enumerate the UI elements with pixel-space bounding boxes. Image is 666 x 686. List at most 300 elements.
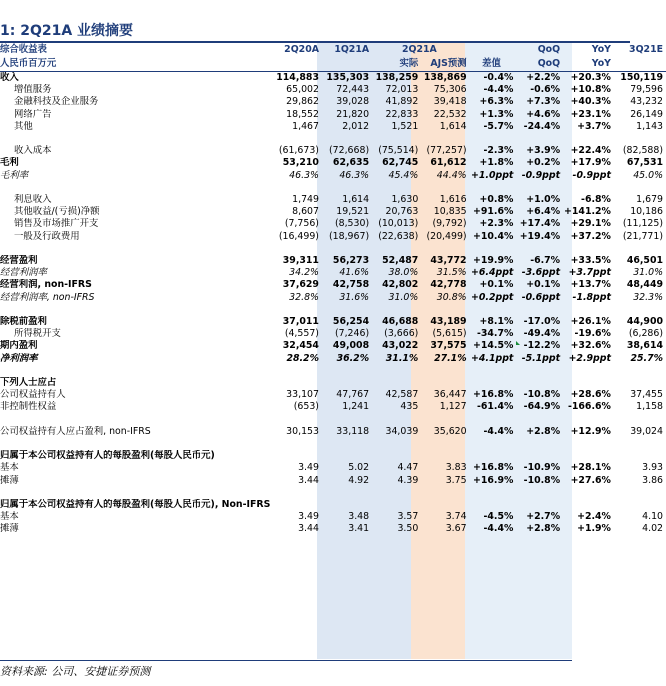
cell-col-2: 56,273 [332,255,370,266]
cell-col-2: (8,530) [334,218,370,230]
header-row-1 [0,43,666,57]
cell-col-6: -49.4% [523,328,561,340]
cell-col-8 [614,487,666,499]
table-row [0,426,666,438]
cell-col-6 [516,182,563,194]
cell-col-7: +37.2% [570,230,611,242]
cell-col-6: -12.2% [523,340,561,352]
spacer-row [0,438,666,450]
cell-col-6: -64.9% [523,401,561,413]
table-row [0,170,666,182]
table-title: 1: 2Q21A 业绩摘要 [0,23,134,39]
cell-col-7 [563,450,614,462]
cell-col-6 [516,414,563,426]
table-row [0,145,666,157]
row-label: 下列人士应占 [0,377,57,388]
cell-col-4: 61,612 [430,157,467,169]
cell-col-8: 37,455 [630,389,663,401]
cell-col-1: 114,883 [276,72,319,83]
header-3q21e: 3Q21E [629,44,663,55]
cell-col-1 [273,377,322,389]
cell-col-6: +19.4% [519,230,561,242]
table-row [0,279,666,291]
cell-col-2: 56,254 [332,316,370,327]
cell-col-7: +27.6% [570,474,611,486]
cell-col-1: 53,210 [282,157,319,169]
cell-col-8: 32.3% [633,291,663,303]
cell-col-3: (75,514) [378,145,419,157]
header-actual: 实际 [372,57,421,72]
cell-col-2: 46.3% [339,169,370,181]
row-label [0,243,273,255]
cell-col-3: 22,833 [385,108,419,120]
cell-col-3: (22,638) [378,230,419,242]
row-label: 收入 [0,72,19,83]
cell-col-3: 31.1% [385,352,419,364]
cell-col-8: (11,125) [622,218,663,230]
cell-col-7: +2.9ppt [568,352,611,364]
cell-col-3: (3,666) [384,328,419,340]
cell-col-4: 1,127 [439,401,467,413]
cell-col-6: +7.3% [526,96,561,108]
row-label: 金融科技及企业服务 [14,96,99,108]
header-qoq-2: QoQ [516,57,563,72]
cell-col-7 [563,414,614,426]
earnings-summary-table [0,43,666,536]
cell-col-2 [322,414,372,426]
cell-col-2: 135,303 [326,72,370,83]
header-yoy-2: YoY [563,57,614,72]
cell-col-3 [372,487,421,499]
cell-col-3: 4.47 [397,462,419,474]
row-label: 其他收益/(亏损)净额 [14,206,100,218]
cell-col-5 [470,133,517,145]
cell-col-6: -17.0% [523,316,561,327]
cell-col-3: 42,802 [382,279,419,291]
cell-col-7: +2.4% [577,511,611,523]
cell-col-3: (10,013) [378,218,419,230]
cell-col-3 [372,304,421,316]
cell-col-7: +12.9% [570,425,611,437]
row-label: 基本 [0,511,19,523]
cell-col-1: 3.49 [298,511,319,523]
table-row [0,255,666,267]
cell-col-8: 3.93 [642,462,663,474]
row-label: 收入成本 [14,145,52,157]
cell-col-2 [322,438,372,450]
cell-col-7: +28.6% [570,389,611,401]
cell-col-7: -6.8% [581,194,611,205]
header-qoq: QoQ [537,44,561,55]
row-label [0,182,273,194]
cell-col-5: +1.3% [479,108,514,120]
cell-col-3: 20,763 [385,206,419,218]
header-yoy: YoY [591,44,611,55]
green-corner-marker [516,341,520,345]
cell-col-3: 45.4% [388,169,419,181]
cell-col-5: +1.8% [479,157,514,169]
cell-col-8: 79,596 [630,84,663,96]
spacer-row [0,365,666,377]
cell-col-4 [421,243,469,255]
cell-col-8: 44,900 [626,316,663,327]
cell-col-1: (16,499) [278,230,319,242]
cell-col-7: -19.6% [574,328,611,340]
row-label: 其他 [14,120,33,132]
cell-col-5: +16.9% [473,474,514,486]
cell-col-1: (4,557) [284,328,319,340]
cell-col-1: 8,607 [292,206,319,218]
row-label: 经营利润率, non-IFRS [0,291,95,303]
cell-col-7: +29.1% [570,218,611,230]
cell-col-2: 3.41 [348,523,370,535]
cell-col-1: 18,552 [286,108,319,120]
cell-col-8 [614,450,666,462]
cell-col-2: 42,758 [332,279,370,291]
spacer-row [0,182,666,194]
row-label: 利息收入 [14,194,52,205]
cell-col-1: 1,749 [292,194,319,205]
cell-col-1: 32.8% [289,291,319,303]
row-label [0,414,273,426]
header-2q20a: 2Q20A [284,44,319,55]
cell-col-4: (9,792) [432,218,467,230]
row-label: 公司权益持有人 [0,389,66,401]
cell-col-8: 150,119 [620,72,663,83]
cell-col-6: -5.1ppt [521,352,561,364]
cell-col-1: 46.3% [289,169,319,181]
cell-col-4 [421,365,469,377]
cell-col-3 [372,438,421,450]
cell-col-1: (653) [293,401,319,413]
cell-col-5: +6.3% [479,96,514,108]
row-label: 一般及行政费用 [14,230,80,242]
row-label: 期内盈利 [0,340,38,352]
cell-col-1: 3.44 [298,523,319,535]
cell-col-6 [516,450,563,462]
cell-col-2: 1,614 [342,194,370,205]
cell-col-5 [470,377,517,389]
cell-col-7 [563,182,614,194]
cell-col-8: 39,024 [630,425,663,437]
cell-col-4: 75,306 [433,84,467,96]
cell-col-5: +8.1% [479,316,514,327]
cell-col-8: 48,449 [626,279,663,291]
cell-col-1 [273,487,322,499]
cell-col-5: -5.7% [483,120,514,132]
cell-col-1: 3.49 [298,462,319,474]
cell-col-8 [614,133,666,145]
cell-col-4: 36,447 [433,389,467,401]
row-label: 经营盈利 [0,255,38,266]
cell-col-7: +3.7% [577,120,611,132]
cell-col-8: 46,501 [626,255,663,266]
cell-col-6: +0.1% [526,279,561,291]
table-row [0,377,666,389]
cell-col-6 [516,438,563,450]
table-row [0,401,666,413]
cell-col-2: 4.92 [348,474,370,486]
cell-col-5: -4.5% [483,511,514,523]
cell-col-8: 43,232 [630,96,663,108]
table-row [0,511,666,523]
cell-col-4: (77,257) [426,145,467,157]
cell-col-7: +17.9% [570,157,611,169]
header-diff: 差值 [470,57,517,72]
cell-col-8: 45.0% [633,169,663,181]
cell-col-5 [470,243,517,255]
table-row [0,292,666,304]
cell-col-8 [614,243,666,255]
cell-col-5: -34.7% [476,328,514,340]
cell-col-3: 3.57 [397,511,419,523]
cell-col-6: +2.2% [526,72,561,83]
cell-col-7: +40.3% [570,96,611,108]
table-row [0,96,666,108]
cell-col-1 [273,499,322,511]
row-label [0,438,273,450]
header-1q21a: 1Q21A [334,44,370,55]
cell-col-5: +6.4ppt [471,267,514,279]
cell-col-1: 29,862 [286,96,319,108]
cell-col-7 [563,499,614,511]
cell-col-4 [421,487,469,499]
cell-col-2 [322,377,372,389]
cell-col-4: 35,620 [433,425,467,437]
table-row [0,450,666,462]
cell-col-7 [563,365,614,377]
cell-col-4: 27.1% [434,352,467,364]
cell-col-7: -1.8ppt [572,291,611,303]
cell-col-8: 4.02 [642,523,663,535]
row-label: 所得税开支 [14,328,61,340]
cell-col-6: -24.4% [523,120,561,132]
header-row-2 [0,57,666,72]
cell-col-1: (7,756) [284,218,319,230]
cell-col-1: 3.44 [298,474,319,486]
cell-col-8: 26,149 [630,108,663,120]
cell-col-6 [516,365,563,377]
cell-col-5: -4.4% [483,84,514,96]
cell-col-2 [322,182,372,194]
cell-col-2 [322,499,372,511]
cell-col-7: +28.1% [570,462,611,474]
cell-col-5: -4.4% [483,523,514,535]
cell-col-1 [273,450,322,462]
cell-col-2: (7,246) [334,328,370,340]
cell-col-8 [614,182,666,194]
cell-col-1 [273,438,322,450]
cell-col-6: -0.6ppt [521,291,561,303]
cell-col-2: 36.2% [336,352,370,364]
cell-col-4: 1,616 [439,194,467,205]
row-label [0,133,273,145]
cell-col-8: 1,143 [636,120,663,132]
cell-col-2 [322,133,372,145]
cell-col-8 [614,304,666,316]
cell-col-4 [421,499,469,511]
cell-col-3: 138,259 [375,72,419,83]
cell-col-1: (61,673) [278,145,319,157]
cell-col-2: 33,118 [336,425,370,437]
cell-col-4: 3.75 [445,474,467,486]
cell-col-2 [322,450,372,462]
cell-col-5 [470,499,517,511]
cell-col-6: +1.0% [526,194,561,205]
cell-col-6: -0.9ppt [521,169,561,181]
cell-col-5: +10.4% [473,230,514,242]
table-row [0,72,666,85]
row-label [0,487,273,499]
cell-col-2: 41.6% [339,267,370,279]
cell-col-4: 3.67 [445,523,467,535]
cell-col-8: 1,679 [636,194,663,205]
cell-col-6: +0.2% [526,157,561,169]
cell-col-5: +0.1% [479,279,514,291]
cell-col-5: +16.8% [473,462,514,474]
cell-col-5 [470,438,517,450]
cell-col-1: 37,011 [282,316,319,327]
cell-col-5: +1.0ppt [471,169,514,181]
cell-col-2: 2,012 [342,120,370,132]
spacer-row [0,487,666,499]
table-body [0,72,666,536]
cell-col-1: 32,454 [282,340,319,352]
cell-col-5: +14.5% [473,340,514,352]
cell-col-8: 67,531 [626,157,663,169]
cell-col-7: +32.6% [570,340,611,352]
cell-col-3: 46,688 [382,316,419,327]
table-row [0,353,666,365]
cell-col-5 [470,304,517,316]
header-label-2: 人民币百万元 [0,57,273,72]
cell-col-6: -10.8% [523,389,561,401]
cell-col-6: +2.8% [526,523,561,535]
cell-col-3: 34,039 [385,425,419,437]
cell-col-4: 43,772 [430,255,467,266]
row-label: 毛利 [0,157,19,169]
table-row [0,475,666,487]
table-row [0,109,666,121]
cell-col-3: 1,630 [391,194,419,205]
cell-col-3 [372,243,421,255]
cell-col-4: (5,615) [432,328,467,340]
table-row [0,121,666,133]
cell-col-2: 39,028 [336,96,370,108]
cell-col-8: (21,771) [622,230,663,242]
header-label-1: 综合收益表 [0,44,47,55]
cell-col-8: 4.10 [642,511,663,523]
table-row [0,328,666,340]
cell-col-4 [421,304,469,316]
cell-col-5: -0.4% [483,72,514,83]
cell-col-2: (72,668) [328,145,370,157]
cell-col-8: 25.7% [630,352,663,364]
cell-col-8: 31.0% [633,267,663,279]
cell-col-6: +6.4% [526,206,561,218]
cell-col-6: -10.8% [523,474,561,486]
cell-col-1 [273,304,322,316]
row-label: 增值服务 [14,84,52,96]
cell-col-1 [273,133,322,145]
cell-col-6: +2.8% [526,425,561,437]
row-label: 经营利润, non-IFRS [0,279,92,291]
cell-col-2: 1,241 [342,401,370,413]
cell-col-2 [322,243,372,255]
cell-col-6 [516,304,563,316]
cell-col-3: 72,013 [385,84,419,96]
cell-col-7: -166.6% [568,401,611,413]
cell-col-1: 39,311 [282,255,319,266]
cell-col-2: 47,767 [336,389,370,401]
row-label: 网络广告 [14,108,52,120]
row-label: 基本 [0,462,19,474]
cell-col-1 [273,414,322,426]
table-row [0,462,666,474]
cell-col-7 [563,133,614,145]
cell-col-4 [421,133,469,145]
row-label: 毛利率 [0,169,29,181]
cell-col-4: 22,532 [433,108,467,120]
cell-col-2: 19,521 [336,206,370,218]
cell-col-3: 38.0% [388,267,419,279]
cell-col-6: -10.9% [523,462,561,474]
cell-col-6: -6.7% [530,255,561,266]
cell-col-4: 3.74 [445,511,467,523]
row-label: 净利润率 [0,352,38,364]
spacer-row [0,243,666,255]
header-2q21a: 2Q21A [401,44,437,55]
cell-col-7 [563,377,614,389]
cell-col-5: -4.4% [483,425,514,437]
row-label: 摊薄 [0,474,19,486]
cell-col-3 [372,182,421,194]
cell-col-5 [470,487,517,499]
cell-col-7: +13.7% [570,279,611,291]
cell-col-5 [470,182,517,194]
cell-col-7: +10.8% [570,84,611,96]
cell-col-8: 3.86 [642,474,663,486]
cell-col-7 [563,487,614,499]
cell-col-7: -0.9ppt [572,169,611,181]
cell-col-6 [516,243,563,255]
cell-col-7: +33.5% [570,255,611,266]
row-label: 归属于本公司权益持有人的每股盈利(每股人民币元) [0,450,215,462]
row-label: 销售及市场推广开支 [14,218,99,230]
cell-col-4: (20,499) [426,230,467,242]
table-row [0,340,666,352]
cell-col-3: 4.39 [397,474,419,486]
cell-col-8 [614,377,666,389]
table-row [0,267,666,279]
cell-col-4: 3.83 [445,462,467,474]
row-label: 除税前盈利 [0,316,47,327]
cell-col-6: +3.9% [526,145,561,157]
cell-col-2: 49,008 [332,340,370,352]
table-row [0,231,666,243]
row-label: 归属于本公司权益持有人的每股盈利(每股人民币元), Non-IFRS [0,498,271,510]
cell-col-1: 33,107 [286,389,319,401]
cell-col-5 [470,450,517,462]
table-row [0,316,666,328]
cell-col-4: 10,835 [433,206,467,218]
cell-col-1: 37,629 [282,279,319,291]
cell-col-1: 34.2% [289,267,319,279]
cell-col-8 [614,438,666,450]
cell-col-5: -61.4% [476,401,514,413]
cell-col-3 [372,377,421,389]
row-label: 公司权益持有人应占盈利, non-IFRS [0,425,151,437]
